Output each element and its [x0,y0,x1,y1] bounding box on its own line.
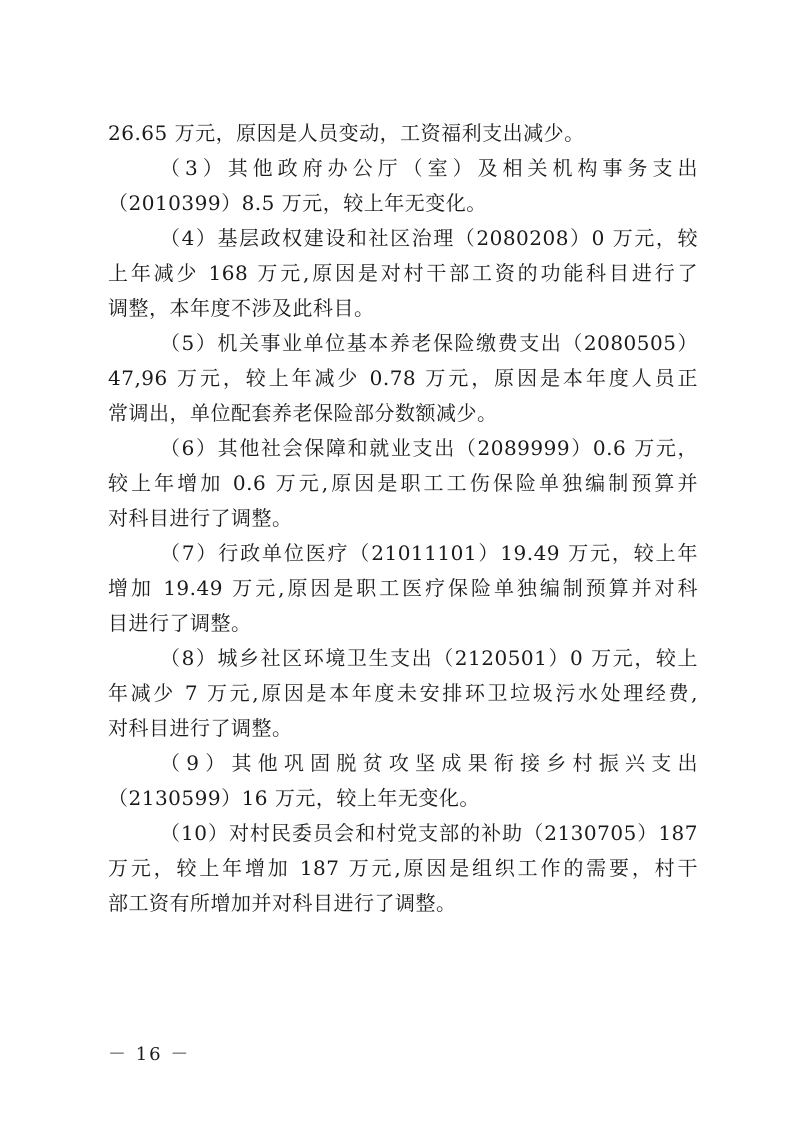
text-line: 万元，较上年增加 187 万元,原因是组织工作的需要，村干 [108,856,698,880]
text-line: 增加 19.49 万元,原因是职工医疗保险单独编制预算并对科 [108,576,698,600]
text-line: （7）行政单位医疗（21011101）19.49 万元，较上年 [160,541,698,565]
text-line: 调整，本年度不涉及此科目。 [108,296,375,320]
body-text [108,116,698,921]
text-line: （8）城乡社区环境卫生支出（2120501）0 万元，较上 [160,646,698,670]
text-line: 上年减少 168 万元,原因是对村干部工资的功能科目进行了 [108,261,698,285]
text-line: 年减少 7 万元,原因是本年度未安排环卫垃圾污水处理经费, [108,681,698,705]
text-line: 目进行了调整。 [108,611,252,635]
text-line: （10）对村民委员会和村党支部的补助（2130705）187 [160,821,698,845]
text-line: （6）其他社会保障和就业支出（2089999）0.6 万元， [160,436,698,460]
text-line: 较上年增加 0.6 万元,原因是职工工伤保险单独编制预算并 [108,471,698,495]
text-line: 26.65 万元，原因是人员变动，工资福利支出减少。 [108,121,585,145]
text-line: 常调出，单位配套养老保险部分数额减少。 [108,401,498,425]
text-line: 对科目进行了调整。 [108,506,293,530]
text-line: （3）其他政府办公厅（室）及相关机构事务支出 [160,156,698,180]
page-number: － 16 － [108,1044,191,1065]
text-line: （5）机关事业单位基本养老保险缴费支出（2080505） [160,331,698,355]
text-line: （2010399）8.5 万元，较上年无变化。 [108,191,487,215]
text-line: （9）其他巩固脱贫攻坚成果衔接乡村振兴支出 [160,751,698,775]
text-line: （4）基层政权建设和社区治理（2080208）0 万元，较 [160,226,698,250]
text-line: 对科目进行了调整。 [108,716,293,740]
text-line: 部工资有所增加并对科目进行了调整。 [108,891,457,915]
text-line: 47,96 万元，较上年减少 0.78 万元，原因是本年度人员正 [108,366,698,390]
text-line: （2130599）16 万元，较上年无变化。 [108,786,480,810]
